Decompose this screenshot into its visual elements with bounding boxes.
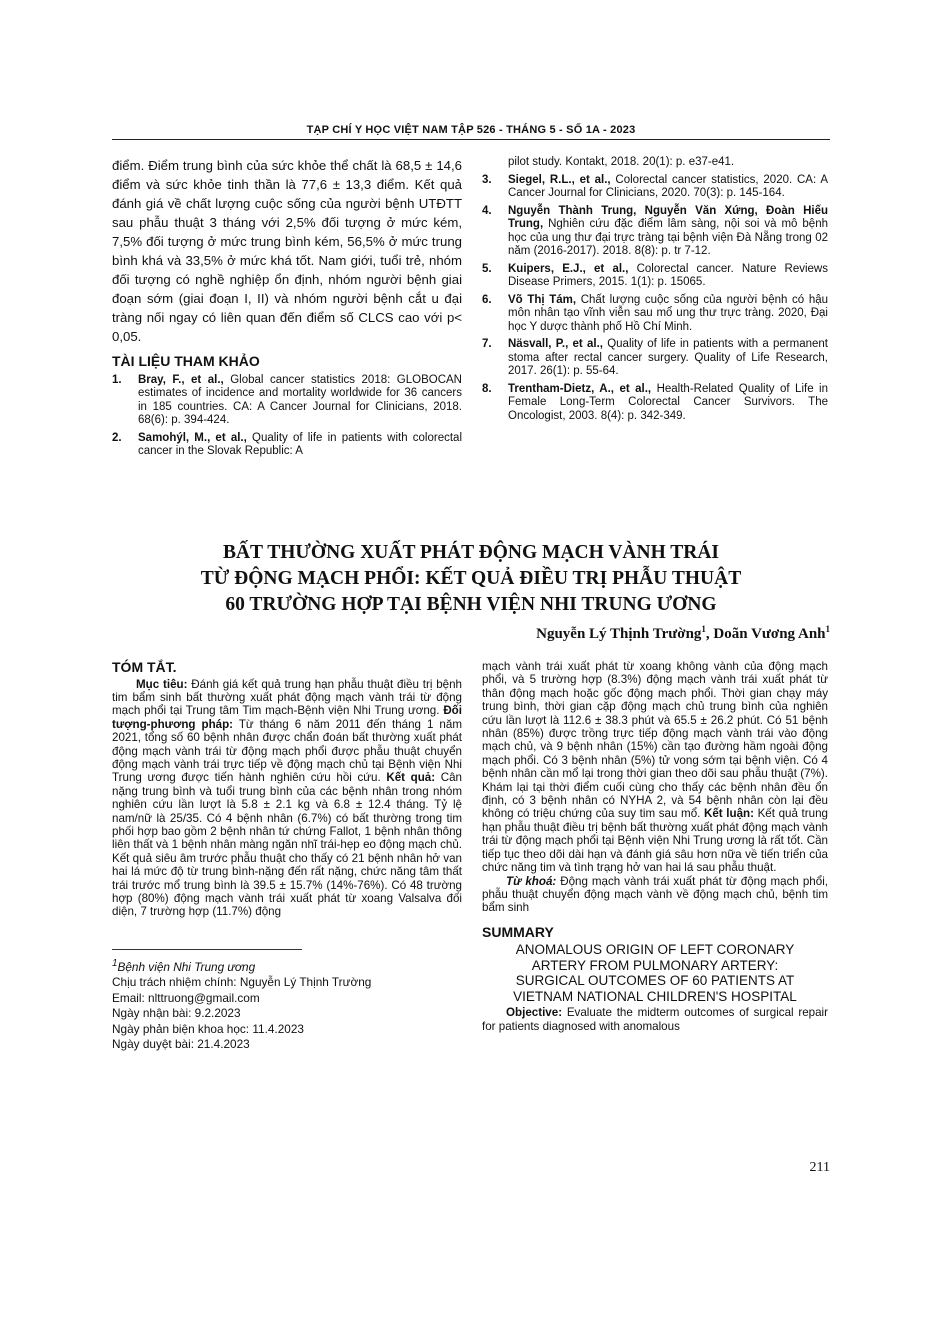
reference-number: 4. xyxy=(482,204,492,217)
page-number: 211 xyxy=(809,1160,830,1175)
summary-paragraph xyxy=(482,1006,828,1033)
article-title-line: 60 TRƯỜNG HỢP TẠI BỆNH VIỆN NHI TRUNG ƯƠNG xyxy=(225,594,717,615)
footnote-accepted: Ngày duyệt bài: 21.4.2023 xyxy=(112,1037,250,1052)
references-heading: TÀI LIỆU THAM KHẢO xyxy=(112,353,260,369)
footnote-rule xyxy=(112,949,302,950)
reference-text: Colorectal cancer. Nature Reviews Disease Primers, 2015. 1(1): p. 15065. xyxy=(508,262,828,288)
results-text-continued: mạch vành trái xuất phát từ xoang không vành của động mạch phổi, và 5 trường hợp (8.3%) động mạch vành trái xuất phát từ thân động mạch hoặc gốc động mạch phổi. Thời gian chạy máy trung bình, thời gian cặp động mạch chủ trung bình của nghiên cứu lần lượt là 112.6 ± 38.3 phút và 65.5 ± 26.2 phút. Có 51 bệnh nhân (85%) được trồng trực tiếp động mạch vành trái vào động mạch chủ, và 9 bệnh nhân (15%) cần tạo đường hầm ngoài động mạch phổi. Có 3 bệnh nhân (5%) tử vong sớm tại bệnh viện. Có 4 bệnh nhân cần mổ lại trong thời gian theo dõi sau phẫu thuật (7%). Khám lại tại thời điểm cuối cùng cho thấy các bệnh nhân đều ổn định, có 3 bệnh nhân có NYHA 2, và 54 bệnh nhân còn lại đều không có triệu chứng của suy tim sau mổ. xyxy=(482,660,828,821)
conclusion-text: Kết quả trung hạn phẫu thuật điều trị bệnh bất thường xuất phát động mạch vành trái từ động mạch phổi tại Bệnh viện Nhi Trung ương là rất tốt. Cần tiếp tục theo dõi dài hạn và đánh giá sâu hơn nữa về tiến triển của chức năng tim và tình trạng hở van hai lá sau phẫu thuật. xyxy=(482,807,828,875)
author-name: Nguyễn Lý Thịnh Trường xyxy=(536,626,702,642)
reference-authors: Bray, F., et al., xyxy=(138,373,224,386)
reference-item xyxy=(112,432,462,459)
english-title-line: ARTERY FROM PULMONARY ARTERY: xyxy=(531,957,779,973)
methods-label: Đối tượng-phương pháp: xyxy=(112,704,462,731)
reference-authors: Nguyễn Thành Trung, Nguyễn Văn Xứng, Đoàn Hiếu Trung, xyxy=(508,204,828,230)
reference-number: 6. xyxy=(482,293,492,306)
reference-text: Global cancer statistics 2018: GLOBOCAN estimates of incidence and mortality worldwide for 36 cancers in 185 countries. CA: A Cancer Journal for Clinicians, 2018. 68(6): p. 394-424. xyxy=(138,373,462,426)
author-name: Doãn Vương Anh xyxy=(713,626,826,642)
reference-text: Health-Related Quality of Life in Female Long-Term Colorectal Cancer Survivors. The Oncologist, 2003. 8(4): p. 342-349. xyxy=(508,382,829,422)
abstract-paragraph xyxy=(112,678,462,919)
reference-item xyxy=(482,338,828,379)
reference-text: Quality of life in patients with a permanent stoma after rectal cancer surgery. Quality of Life Research, 2017. 26(1): p. 55-64. xyxy=(508,338,828,377)
reference-item xyxy=(482,263,828,290)
reference-text: Chất lượng cuộc sống của người bệnh có hậu môn nhân tạo vĩnh viễn sau mổ ung thư trực tràng. 2020, Đại học Y dược thành phố Hồ Chí Minh. xyxy=(508,293,829,333)
objective-text: Đánh giá kết quả trung hạn phẫu thuật điều trị bệnh tim bẩm sinh bất thường xuất phát động mạch vành trái từ động mạch phổi tại Trung tâm Tim mạch-Bệnh viện Nhi Trung ương. xyxy=(112,677,462,718)
reference-item xyxy=(482,383,828,424)
objective-label: Mục tiêu: xyxy=(136,677,188,691)
summary-heading: SUMMARY xyxy=(482,923,554,940)
author-separator: , xyxy=(705,626,714,642)
results-label: Kết quả: xyxy=(386,771,436,785)
summary-objective-label: Objective: xyxy=(506,1006,563,1020)
reference-authors: Trentham-Dietz, A., et al., xyxy=(508,382,652,395)
intro-paragraph: điểm. Điểm trung bình của sức khỏe thể chất là 68,5 ± 14,6 điểm và sức khỏe tinh thần là 77,6 ± 13,3 điểm. Kết quả đánh giá về chất lượng cuộc sống của người bệnh UTĐTT sau phẫu thuật 3 tháng với 2,5% đối tượng ở mức kém, 7,5% đối tượng ở mức trung bình kém, 56,5% ở mức trung bình khá và 33,5% ở mức khá tốt. Nam giới, tuổi trẻ, nhóm đối tượng có nghề nghiệp ổn định, nhóm người bệnh giai đoạn sớm (giai đoạn I, II) và nhóm người bệnh cắt u đại tràng nối ngay có liên quan đến điểm số CLCS cao với p< 0,05. xyxy=(112,158,462,344)
upper-right-column xyxy=(482,156,828,427)
abstract-heading: TÓM TẮT. xyxy=(112,659,177,675)
upper-left-column xyxy=(112,156,462,463)
summary-objective-text: Evaluate the midterm outcomes of surgical repair for patients diagnosed with anomalous xyxy=(482,1006,828,1033)
abstract-right-column xyxy=(482,660,828,1033)
author-line xyxy=(536,624,830,643)
keywords-text: Động mạch vành trái xuất phát từ động mạch phổi, phẫu thuật chuyển động mạch vành về động mạch chủ, bệnh tim bẩm sinh xyxy=(482,874,828,915)
reference-authors: Võ Thị Tám, xyxy=(508,293,577,306)
footnote-received: Ngày nhận bài: 9.2.2023 xyxy=(112,1006,241,1021)
english-title xyxy=(482,942,828,1004)
results-text: Cân nặng trung bình và tuổi trung bình của các bệnh nhân trong nhóm nghiên cứu lần lượt là 5.8 ± 2.1 kg và 6.8 ± 12.4 tháng. Tỷ lệ nam/nữ là 25/35. Có 4 bệnh nhân (6.7%) có bất thường trong tim phối hợp bao gồm 2 bệnh nhân tứ chứng Fallot, 1 bệnh nhân thông liên thất và 1 bệnh nhân màng ngăn nhĩ trái-hẹp eo động mạch chủ. Kết quả siêu âm trước phẫu thuật cho thấy có 21 bệnh nhân hở van hai lá mức độ từ trung bình-nặng đến rất nặng, chức năng tâm thất trái trước mổ trung bình là 39.5 ± 15.7% (14%-76%). Có 48 trường hợp (80%) động mạch vành trái xuất phát từ xoang Valsalva đối diện, 7 trường hợp (11.7%) động xyxy=(112,771,462,919)
keywords-paragraph xyxy=(482,875,828,915)
article-title-line: TỪ ĐỘNG MẠCH PHỔI: KẾT QUẢ ĐIỀU TRỊ PHẪU THUẬT xyxy=(200,568,742,589)
footnote-affiliation xyxy=(112,956,462,975)
english-title-line: ANOMALOUS ORIGIN OF LEFT CORONARY xyxy=(515,942,795,958)
reference-text: Nghiên cứu đặc điểm lâm sàng, nội soi và mô bệnh học của ung thư đại trực tràng tại bệnh viện Đà Nẵng trong 02 năm (2016-2017). 2018. 8(8): p. tr 7-12. xyxy=(508,218,828,257)
reference-continuation: pilot study. Kontakt, 2018. 20(1): p. e37-e41. xyxy=(508,156,735,168)
footnotes xyxy=(112,949,462,1053)
author-affiliation-mark: 1 xyxy=(701,624,706,634)
abstract-left-column xyxy=(112,660,462,1053)
reference-number: 7. xyxy=(482,338,492,350)
header-rule xyxy=(112,139,830,140)
affiliation-text: Bệnh viện Nhi Trung ương xyxy=(117,959,256,974)
reference-item xyxy=(482,205,828,259)
reference-item xyxy=(482,294,828,335)
reference-item xyxy=(112,374,462,428)
reference-authors: Siegel, R.L., et al., xyxy=(508,173,611,186)
author-affiliation-mark: 1 xyxy=(825,624,830,634)
reference-number: 5. xyxy=(482,262,492,275)
english-title-line: VIETNAM NATIONAL CHILDREN'S HOSPITAL xyxy=(513,988,797,1004)
reference-item xyxy=(482,174,828,201)
reference-number: 3. xyxy=(482,173,492,186)
reference-number: 8. xyxy=(482,382,492,395)
reference-authors: Samohýl, M., et al., xyxy=(138,431,247,444)
footnote-corresponding: Chịu trách nhiệm chính: Nguyễn Lý Thịnh Trường xyxy=(112,975,372,990)
reference-text: Colorectal cancer statistics, 2020. CA: A Cancer Journal for Clinicians, 2020. 70(3): p. 145-164. xyxy=(508,173,828,199)
english-title-line: SURGICAL OUTCOMES OF 60 PATIENTS AT xyxy=(515,973,795,989)
article-title-line: BẤT THƯỜNG XUẤT PHÁT ĐỘNG MẠCH VÀNH TRÁI xyxy=(222,542,720,563)
reference-authors: Kuipers, E.J., et al., xyxy=(508,262,629,275)
affiliation-mark: 1 xyxy=(112,957,118,969)
abstract-paragraph-continued xyxy=(482,660,828,875)
conclusion-label: Kết luận: xyxy=(703,807,754,821)
methods-text: Từ tháng 6 năm 2011 đến tháng 1 năm 2021, tổng số 60 bệnh nhân được chẩn đoán bất thường xuất phát động mạch vành trái từ động mạch phổi được phẫu thuật chuyển động mạch vành trái trực tiếp về động mạch chủ tại Bệnh viện Nhi Trung ương được tiến hành nghiên cứu hồi cứu. xyxy=(112,717,462,785)
footnote-reviewed: Ngày phản biện khoa học: 11.4.2023 xyxy=(112,1021,304,1036)
reference-text: Quality of life in patients with colorectal cancer in the Slovak Republic: A xyxy=(138,431,462,457)
keywords-label: Từ khoá: xyxy=(506,874,557,888)
article-title xyxy=(112,540,830,618)
reference-number: 2. xyxy=(112,431,122,444)
reference-number: 1. xyxy=(112,373,122,386)
reference-authors: Näsvall, P., et al., xyxy=(508,338,603,350)
running-header: TẠP CHÍ Y HỌC VIỆT NAM TẬP 526 - THÁNG 5 - SỐ 1A - 2023 xyxy=(306,124,636,136)
footnote-email: Email: nlttruong@gmail.com xyxy=(112,990,260,1005)
